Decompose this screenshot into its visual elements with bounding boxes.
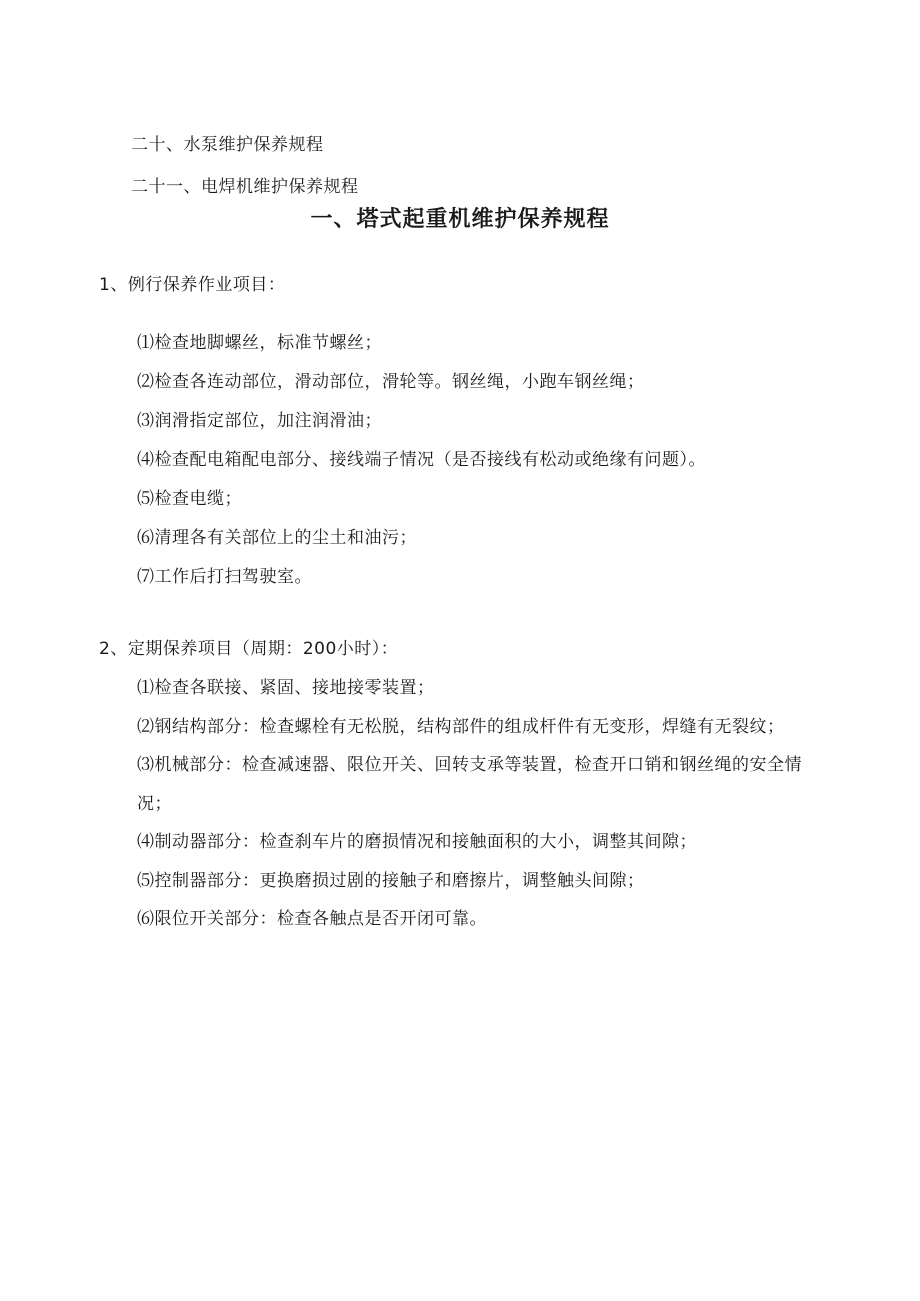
list-item: ⑹限位开关部分：检查各触点是否开闭可靠。 — [137, 909, 487, 929]
list-item: ⑷制动器部分：检查刹车片的磨损情况和接触面积的大小，调整其间隙； — [137, 832, 697, 852]
list-item: ⑸检查电缆； — [137, 489, 242, 509]
list-item: ⑺工作后打扫驾驶室。 — [137, 567, 312, 587]
table-of-contents — [131, 124, 359, 208]
list-item: ⑶机械部分：检查减速器、限位开关、回转支承等装置，检查开口销和钢丝绳的安全情况； — [137, 755, 802, 814]
toc-entry-20: 二十、水泵维护保养规程 — [131, 135, 324, 155]
toc-entry-21: 二十一、电焊机维护保养规程 — [131, 177, 359, 197]
section-1-list — [137, 324, 817, 597]
list-item: ⑵钢结构部分：检查螺栓有无松脱，结构部件的组成杆件有无变形，焊缝有无裂纹； — [137, 716, 785, 737]
list-item: ⑴检查地脚螺丝，标准节螺丝； — [137, 333, 382, 353]
list-item: ⑹清理各有关部位上的尘土和油污； — [137, 528, 417, 548]
list-item: ⑷检查配电箱配电部分、接线端子情况（是否接线有松动或绝缘有问题）。 — [137, 450, 706, 470]
section-2-heading: 2、定期保养项目（周期：200小时）： — [99, 639, 399, 659]
section-2-list — [137, 669, 817, 939]
list-item: ⑸控制器部分：更换磨损过剧的接触子和磨擦片，调整触头间隙； — [137, 870, 645, 891]
section-1-heading: 1、例行保养作业项目： — [99, 275, 286, 295]
page-title: 一、塔式起重机维护保养规程 — [310, 207, 610, 232]
list-item: ⑴检查各联接、紧固、接地接零装置； — [137, 678, 435, 698]
list-item: ⑵检查各连动部位，滑动部位，滑轮等。钢丝绳，小跑车钢丝绳； — [137, 372, 645, 392]
list-item: ⑶润滑指定部位，加注润滑油； — [137, 411, 382, 431]
